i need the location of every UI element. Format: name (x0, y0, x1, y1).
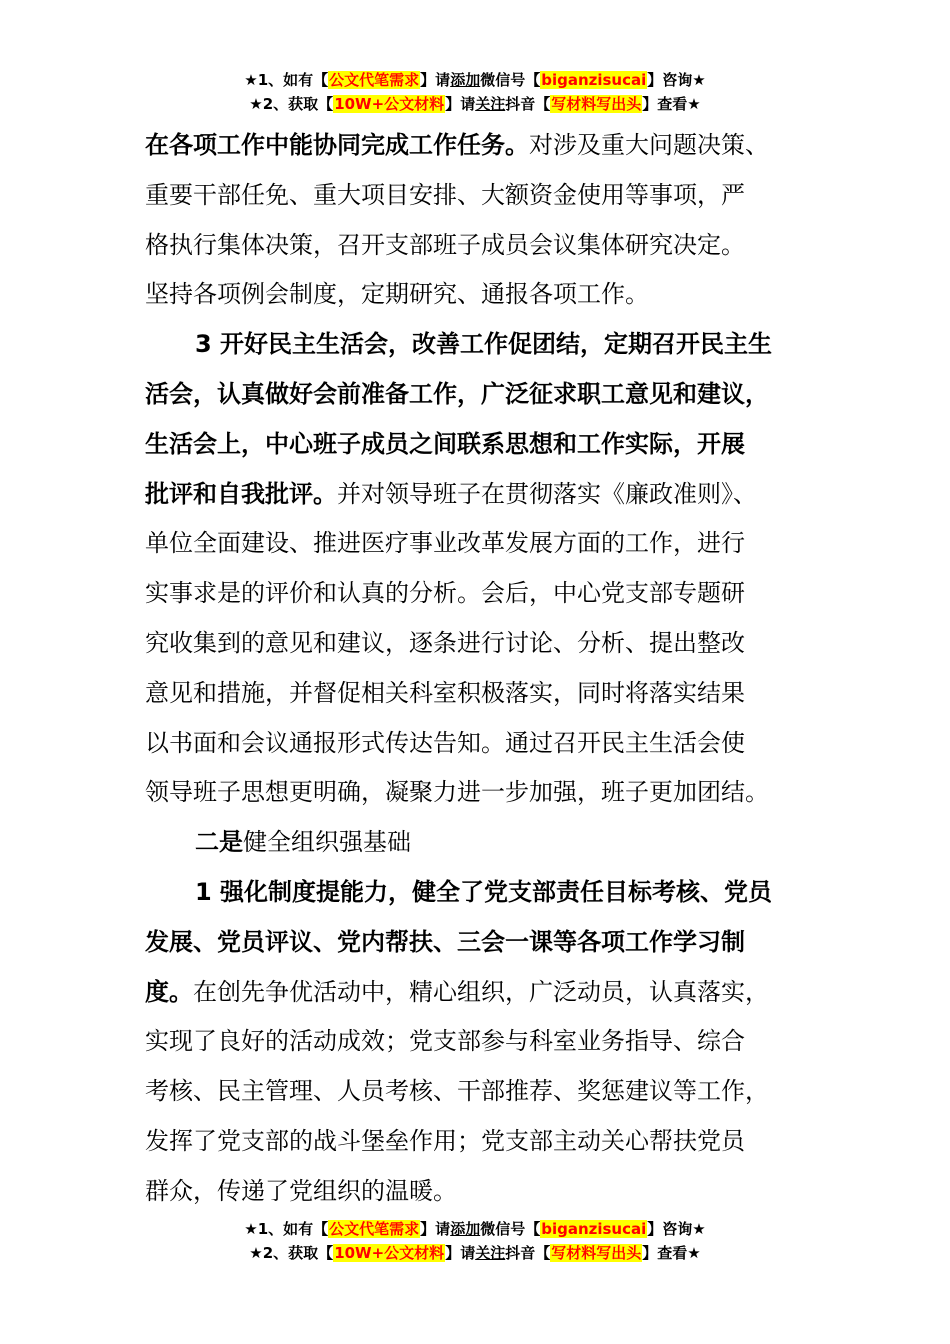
text-line: 究收集到的意见和建议，逐条进行讨论、分析、提出整改 (145, 628, 745, 657)
banner-line-1 (0, 1217, 950, 1241)
text-line: 重要干部任免、重大项目安排、大额资金使用等事项，严 (145, 180, 745, 209)
paragraph-4 (145, 868, 815, 1217)
banner-underline: 添加 (450, 71, 481, 89)
text-line: 单位全面建设、推进医疗事业改革发展方面的工作，进行 (145, 529, 745, 558)
banner-text: 】咨询★ (647, 71, 706, 89)
banner-text: 】请 (445, 95, 476, 113)
text-line: 领导班子思想更明确，凝聚力进一步加强，班子更加团结。 (145, 778, 769, 807)
text-line (145, 968, 815, 1018)
banner-highlight: 公文代笔需求 (329, 1220, 420, 1238)
header-banner (0, 68, 950, 116)
banner-highlight: biganzisucai (541, 1220, 647, 1238)
banner-text: 】咨询★ (647, 1220, 706, 1238)
banner-highlight: 写材料写出头 (551, 95, 642, 113)
bold-text: 在各项工作中能协同完成工作任务。 (145, 131, 529, 159)
banner-underline: 关注 (475, 1244, 506, 1262)
banner-text: ★2、获取【 (249, 1244, 334, 1262)
text-line: 3 开好民主生活会，改善工作促团结，定期召开民主生 (195, 330, 773, 359)
banner-line-1 (0, 68, 950, 92)
text: 在创先争优活动中，精心组织，广泛动员，认真落实， (193, 977, 769, 1006)
bold-text: 度。 (145, 977, 193, 1006)
text-line: 实事求是的评价和认真的分析。会后，中心党支部专题研 (145, 579, 745, 608)
text-line: 生活会上，中心班子成员之间联系思想和工作实际，开展 (145, 429, 745, 458)
section-heading (145, 818, 815, 868)
text: 并对领导班子在贯彻落实《廉政准则》、 (337, 479, 757, 508)
banner-text: ★1、如有【 (244, 1220, 329, 1238)
banner-text: 】请 (420, 71, 451, 89)
banner-highlight: 写材料写出头 (551, 1244, 642, 1262)
banner-underline: 添加 (450, 1220, 481, 1238)
banner-highlight: biganzisucai (541, 71, 647, 89)
banner-text: 抖音【 (505, 1244, 551, 1262)
banner-text: 】查看★ (642, 1244, 701, 1262)
banner-text: 】查看★ (642, 95, 701, 113)
text-line: 实现了良好的活动成效；党支部参与科室业务指导、综合 (145, 1027, 745, 1056)
text-line: 1 强化制度提能力，健全了党支部责任目标考核、党员 (195, 877, 773, 906)
banner-text: ★1、如有【 (244, 71, 329, 89)
text-line: 群众，传递了党组织的温暖。 (145, 1176, 457, 1205)
text-line: 意见和措施，并督促相关科室积极落实，同时将落实结果 (145, 678, 745, 707)
banner-highlight: 10W+公文材料 (334, 1244, 445, 1262)
text-line (145, 470, 815, 520)
footer-banner (0, 1217, 950, 1265)
document-body (145, 121, 815, 1217)
banner-text: 微信号【 (480, 71, 541, 89)
banner-text: 抖音【 (505, 95, 551, 113)
text-line (145, 121, 815, 171)
banner-highlight: 公文代笔需求 (329, 71, 420, 89)
paragraph-1 (145, 121, 815, 320)
text-line: 考核、民主管理、人员考核、干部推荐、奖惩建议等工作， (145, 1077, 769, 1106)
banner-underline: 关注 (475, 95, 506, 113)
text: 对涉及重大问题决策、 (529, 131, 769, 159)
paragraph-3 (145, 818, 815, 868)
text-line: 活会，认真做好会前准备工作，广泛征求职工意见和建议， (145, 379, 769, 408)
text-line: 发展、党员评议、党内帮扶、三会一课等各项工作学习制 (145, 927, 745, 956)
banner-text: 微信号【 (480, 1220, 541, 1238)
text-line: 以书面和会议通报形式传达告知。通过召开民主生活会使 (145, 728, 745, 757)
text-line: 格执行集体决策，召开支部班子成员会议集体研究决定。 (145, 230, 745, 259)
text: 健全组织强基础 (243, 828, 411, 857)
banner-line-2 (0, 92, 950, 116)
banner-text: 】请 (420, 1220, 451, 1238)
bold-text: 批评和自我批评。 (145, 479, 337, 508)
text-line: 坚持各项例会制度，定期研究、通报各项工作。 (145, 280, 649, 309)
paragraph-2 (145, 320, 815, 818)
text-line: 发挥了党支部的战斗堡垒作用；党支部主动关心帮扶党员 (145, 1126, 745, 1155)
bold-text: 二是 (195, 828, 243, 857)
banner-line-2 (0, 1241, 950, 1265)
banner-text: ★2、获取【 (249, 95, 334, 113)
banner-highlight: 10W+公文材料 (334, 95, 445, 113)
banner-text: 】请 (445, 1244, 476, 1262)
